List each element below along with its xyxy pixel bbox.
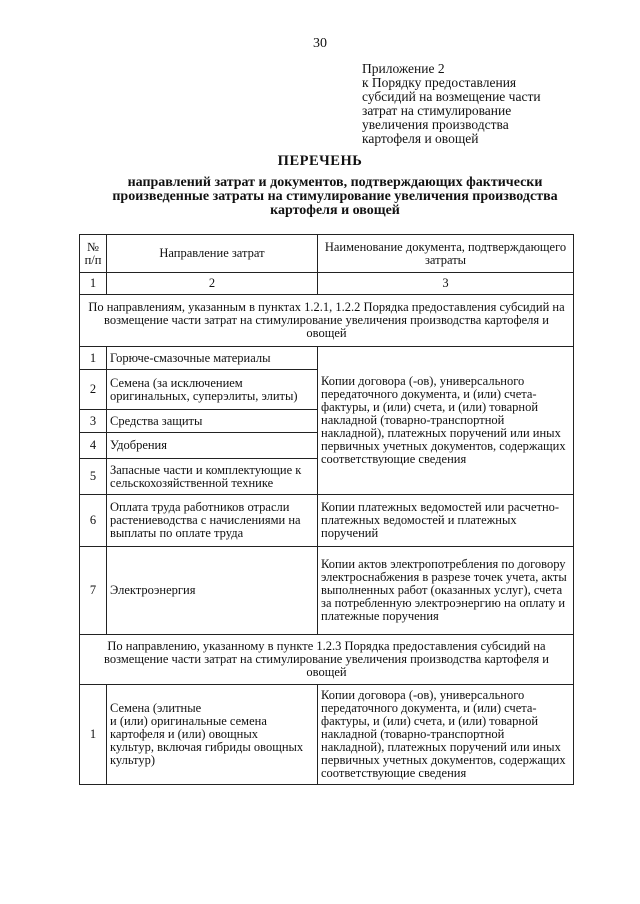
- row-document: Копии договора (-ов), универсального передаточного документа, и (или) счета-фактуры, и (или) счета, и (или) товарной накладной (товарно-транспортной накладной), платежных поручений или иных первичных учетных документов, содержащих соответствующие сведения: [318, 685, 574, 785]
- appendix-line: Приложение 2: [362, 61, 445, 76]
- header-number-cell: 1: [80, 273, 107, 295]
- header-number-cell: 2: [107, 273, 318, 295]
- appendix-line: субсидий на возмещение части: [362, 89, 541, 104]
- row-num: 4: [80, 433, 107, 459]
- appendix-line: увеличения производства: [362, 117, 509, 132]
- row-num: 1: [80, 685, 107, 785]
- row-num: 7: [80, 547, 107, 635]
- row-document-shared: Копии договора (-ов), универсального передаточного документа, и (или) счета-фактуры, и (или) счета, и (или) товарной накладной (товарно-транспортной накладной), платежных поручений или иных первичных учетных документов, содержащих соответствующие сведения: [318, 347, 574, 495]
- table-row: [80, 547, 574, 635]
- row-document: Копии платежных ведомостей или расчетно-платежных ведомостей и платежных поручений: [318, 495, 574, 547]
- header-number-cell: 3: [318, 273, 574, 295]
- appendix-block: [362, 62, 612, 146]
- subtitle-line: направлений затрат и документов, подтверждающих фактически: [127, 175, 543, 190]
- row-num: 1: [80, 347, 107, 370]
- table-row: [80, 347, 574, 370]
- document-subtitle: [60, 176, 610, 218]
- appendix-line: к Порядку предоставления: [362, 75, 517, 90]
- appendix-line: затрат на стимулирование: [362, 103, 512, 118]
- section-1-title: По направлениям, указанным в пунктах 1.2.1, 1.2.2 Порядка предоставления субсидий на возмещение части затрат на стимулирование увеличения производства картофеля и овощей: [80, 295, 574, 347]
- table-row: [80, 685, 574, 785]
- row-direction: Удобрения: [107, 433, 318, 459]
- row-num: 6: [80, 495, 107, 547]
- section-row: [80, 635, 574, 685]
- document-title: ПЕРЕЧЕНЬ: [277, 153, 363, 169]
- expenses-table: [79, 234, 574, 785]
- header-direction: Направление затрат: [107, 235, 318, 273]
- page-number: 30: [313, 36, 327, 51]
- row-direction: Горюче-смазочные материалы: [107, 347, 318, 370]
- subtitle-line: произведенные затраты на стимулирование увеличения производства: [112, 189, 558, 204]
- subtitle-line: картофеля и овощей: [270, 203, 400, 218]
- row-direction: Электроэнергия: [107, 547, 318, 635]
- row-document: Копии актов электропотребления по договору электроснабжения в разрезе точек учета, акты выполненных работ (оказанных услуг), счета за потребленную электроэнергию на оплату и платежные поручения: [318, 547, 574, 635]
- table-header-row: [80, 235, 574, 273]
- appendix-line: картофеля и овощей: [362, 131, 479, 146]
- row-num: 3: [80, 410, 107, 433]
- row-direction: Семена (элитные и (или) оригинальные семена картофеля и (или) овощных культур, включая гибриды овощных культур): [107, 685, 318, 785]
- header-num: № п/п: [80, 235, 107, 273]
- row-num: 5: [80, 459, 107, 495]
- row-direction: Семена (за исключением оригинальных, суперэлиты, элиты): [107, 370, 318, 410]
- row-direction: Оплата труда работников отрасли растениеводства с начислениями на выплаты по оплате труда: [107, 495, 318, 547]
- section-row: [80, 295, 574, 347]
- header-document: Наименование документа, подтверждающего затраты: [318, 235, 574, 273]
- section-2-title: По направлению, указанному в пункте 1.2.3 Порядка предоставления субсидий на возмещение части затрат на стимулирование увеличения производства картофеля и овощей: [80, 635, 574, 685]
- table-number-row: [80, 273, 574, 295]
- row-direction: Запасные части и комплектующие к сельскохозяйственной технике: [107, 459, 318, 495]
- row-num: 2: [80, 370, 107, 410]
- table-row: [80, 495, 574, 547]
- row-direction: Средства защиты: [107, 410, 318, 433]
